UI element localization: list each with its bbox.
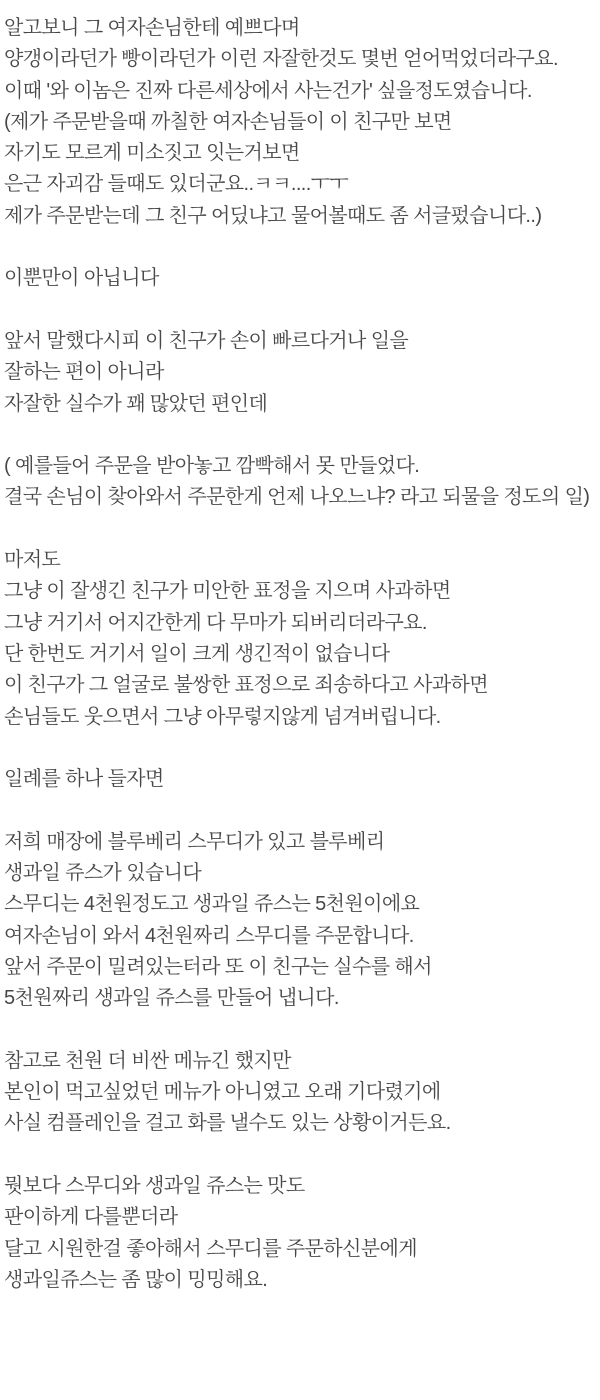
- blank-line: [4, 1015, 594, 1046]
- text-line: 마저도: [4, 549, 61, 572]
- text-line: 단 한번도 거기서 일이 크게 생긴적이 없습니다: [4, 642, 390, 665]
- blank-line: [4, 795, 594, 826]
- text-line: 알고보니 그 여자손님한테 예쁘다며: [4, 17, 300, 39]
- text-line: 양갱이라던가 빵이라던가 이런 자잘한것도 몇번 얻어먹었더라구요.: [4, 48, 558, 71]
- text-line: 5천원짜리 생과일 쥬스를 만들어 냅니다.: [4, 987, 339, 1010]
- text-line: 여자손님이 와서 4천원짜리 스무디를 주문합니다.: [4, 924, 414, 947]
- text-line: 뭣보다 스무디와 생과일 쥬스는 맛도: [4, 1174, 305, 1197]
- text-line: 이뿐만이 아닙니다: [4, 267, 159, 290]
- text-line: 저희 매장에 블루베리 스무디가 있고 블루베리: [4, 830, 385, 853]
- text-line: 이때 '와 이놈은 진짜 다른세상에서 사는건가' 싶을정도였습니다.: [4, 79, 532, 102]
- blank-line: [4, 733, 594, 764]
- text-line: 스무디는 4천원정도고 생과일 쥬스는 5천원이에요: [4, 893, 420, 916]
- text-line: 일례를 하나 들자면: [4, 768, 164, 791]
- blank-line: [4, 1140, 594, 1171]
- text-line: 이 친구가 그 얼굴로 불쌍한 표정으로 죄송하다고 사과하면: [4, 674, 488, 697]
- text-line: 결국 손님이 찾아와서 주문한게 언제 나오느냐? 라고 되물을 정도의 일): [4, 486, 590, 509]
- text-line: 달고 시원한걸 좋아해서 스무디를 주문하신분에게: [4, 1237, 417, 1260]
- blank-line: [4, 232, 594, 263]
- text-line: 판이하게 다를뿐더라: [4, 1206, 178, 1229]
- text-line: 사실 컴플레인을 걸고 화를 낼수도 있는 상황이거든요.: [4, 1112, 451, 1135]
- text-line: 앞서 주문이 밀려있는터라 또 이 친구는 실수를 해서: [4, 955, 432, 978]
- text-line: 본인이 먹고싶었던 메뉴가 아니였고 오래 기다렸기에: [4, 1081, 441, 1104]
- text-line: 은근 자괴감 들때도 있더군요..ㅋㅋ....ㅜㅜ: [4, 173, 349, 196]
- text-line: 그냥 이 잘생긴 친구가 미안한 표정을 지으며 사과하면: [4, 580, 451, 603]
- blank-line: [4, 514, 594, 545]
- blank-line: [4, 420, 594, 451]
- text-line: 제가 주문받는데 그 친구 어딨냐고 물어볼때도 좀 서글펐습니다..): [4, 204, 542, 227]
- text-line: 생과일쥬스는 좀 많이 밍밍해요.: [4, 1268, 268, 1291]
- text-line: 손님들도 웃으면서 그냥 아무렇지않게 넘겨버립니다.: [4, 705, 441, 728]
- text-line: 잘하는 편이 아니라: [4, 361, 164, 384]
- text-line: ( 예를들어 주문을 받아놓고 깜빡해서 못 만들었다.: [4, 455, 420, 478]
- blank-line: [4, 295, 594, 326]
- text-line: 그냥 거기서 어지간한게 다 무마가 되버리더라구요.: [4, 611, 427, 634]
- text-line: 생과일 쥬스가 있습니다: [4, 862, 202, 885]
- text-line: (제가 주문받을때 까칠한 여자손님들이 이 친구만 보면: [4, 110, 452, 133]
- text-line: 앞서 말했다시피 이 친구가 손이 빠르다거나 일을: [4, 329, 409, 352]
- text-line: 자기도 모르게 미소짓고 잇는거보면: [4, 142, 300, 165]
- text-line: 참고로 천원 더 비싼 메뉴긴 했지만: [4, 1049, 291, 1072]
- text-line: 자잘한 실수가 꽤 많았던 편인데: [4, 392, 268, 415]
